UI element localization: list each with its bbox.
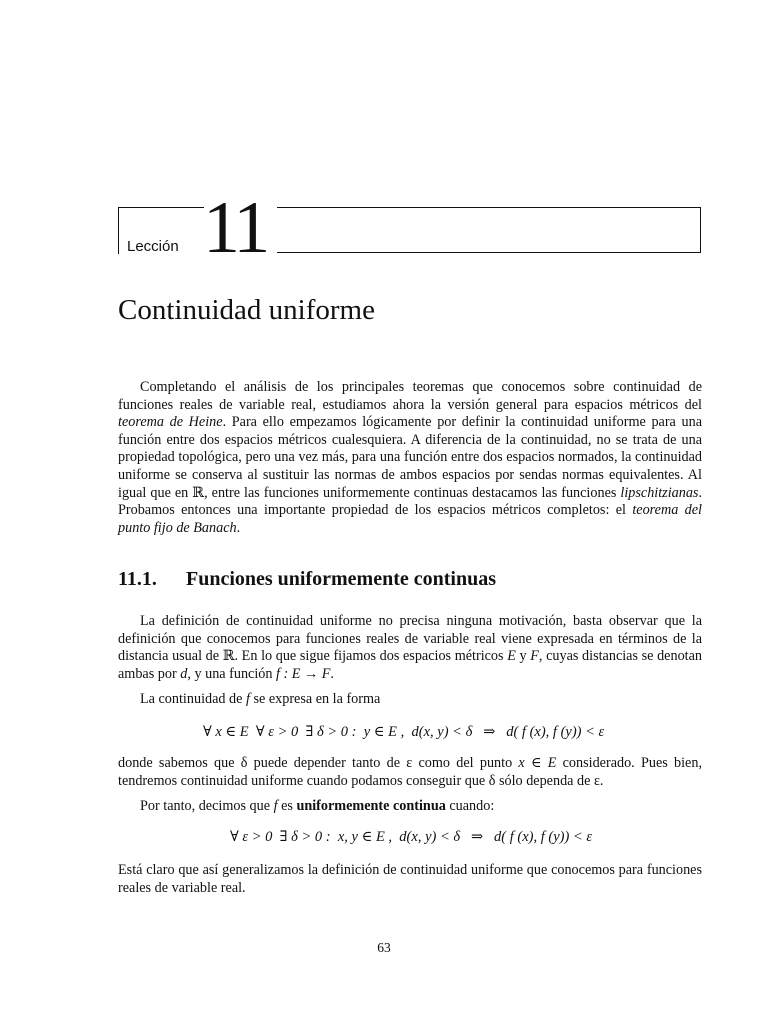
- reals-symbol: ℝ: [192, 484, 205, 501]
- emphasis-heine: teorema de Heine: [118, 414, 223, 431]
- chapter-header-right-frame: [277, 207, 701, 253]
- section-number: 11.1.: [118, 568, 157, 590]
- paragraph-definition: Por tanto, decimos que f es uniformemente continua cuando:: [140, 798, 495, 814]
- equation-continuity: ∀ x ∈ E ∀ ε > 0 ∃ δ > 0 : y ∈ E , d(x, y) < δ ⇒ d( f (x), f (y)) < ε: [203, 724, 605, 740]
- paragraph-continuity-form: La continuidad de f se expresa en la forma: [140, 691, 381, 707]
- equation-uniform-continuity: ∀ ε > 0 ∃ δ > 0 : x, y ∈ E , d(x, y) < δ ⇒ d( f (x), f (y)) < ε: [230, 829, 593, 845]
- section-heading: [118, 568, 496, 591]
- chapter-number: 11: [203, 187, 267, 269]
- section-title: Funciones uniformemente continuas: [186, 568, 496, 590]
- intro-paragraph: Completando el análisis de los principales teoremas que conocemos sobre continuidad de funciones reales de variable real, estudiamos ahora la versión general para espacios métricos del teorema de Heine. Para ello empezamos lógicamente por definir la continuidad uniforme para una función entre dos espacios métricos cualesquiera. A diferencia de la continuidad, no se trata de una propiedad topológica, pero una vez más, para una función entre dos espacios normados, la continuidad uniforme se conserva al sustituir las normas de ambos espacios por sendas normas equivalentes. Al igual que en ℝ, entre las funciones uniformemente continuas destacamos las funciones lipschitzianas. Probamos entonces una importante propiedad de los espacios métricos completos: el teorema del punto fijo de Banach.: [118, 379, 703, 536]
- emphasis-banach: teorema del punto fijo de Banach: [118, 502, 702, 536]
- page-number: 63: [377, 940, 391, 955]
- paragraph-conclusion: Está claro que así generalizamos la definición de continuidad uniforme que conocemos para funciones reales de variable real.: [118, 862, 702, 896]
- paragraph-definition-intro: La definición de continuidad uniforme no precisa ninguna motivación, basta observar que la definición que conocemos para funciones reales de variable real viene expresada en términos de la distancia usual de ℝ. En lo que sigue fijamos dos espacios métricos E y F, cuyas distancias se denotan ambas por d, y una función f : E → F.: [118, 613, 703, 682]
- term-uniformly-continuous: uniformemente continua: [296, 798, 446, 814]
- chapter-label: Lección: [127, 238, 179, 255]
- chapter-title: Continuidad uniforme: [118, 294, 375, 326]
- paragraph-delta-dependence: donde sabemos que δ puede depender tanto de ε como del punto x ∈ E considerado. Pues bien, tendremos continuidad uniforme cuando podamos conseguir que δ sólo dependa de ε.: [118, 755, 702, 789]
- emphasis-lipschitz: lipschitzianas: [620, 484, 699, 501]
